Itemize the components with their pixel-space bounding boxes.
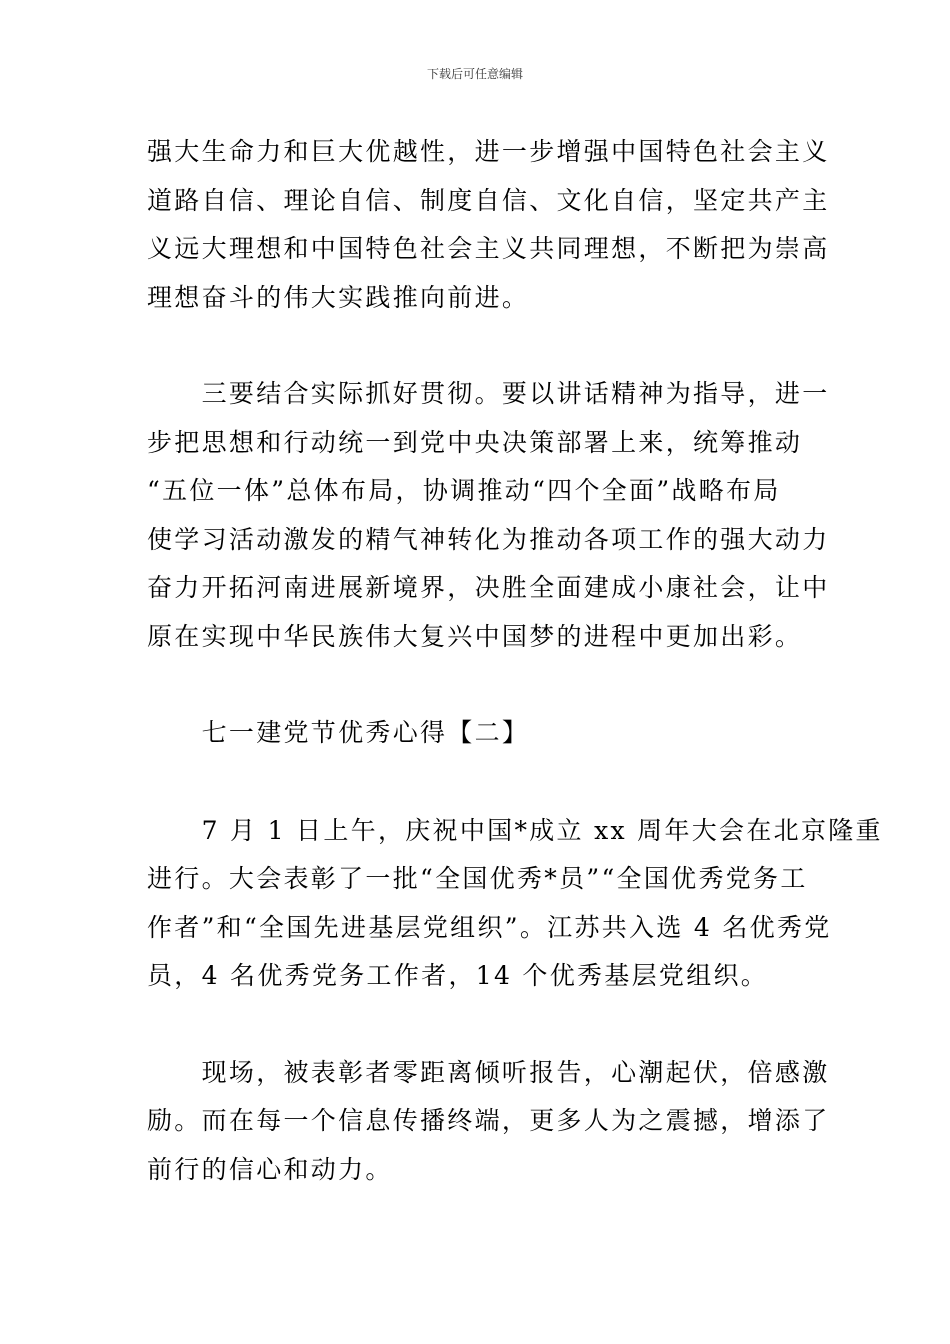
- text-line: 强大生命力和巨大优越性，进一步增强中国特色社会主义: [147, 137, 830, 166]
- section-heading: [147, 709, 827, 758]
- text-line: “五位一体”总体布局，协调推动“四个全面”战略布局: [147, 476, 781, 505]
- text-line: 理想奋斗的伟大实践推向前进。: [147, 282, 530, 312]
- text-line: 三要结合实际抓好贯彻。要以讲话精神为指导，进一: [147, 379, 830, 408]
- text-line: 现场，被表彰者零距离倾听报告，心潮起伏，倍感激: [147, 1057, 830, 1087]
- section-heading-text: 七一建党节优秀心得【二】: [147, 718, 530, 747]
- paragraph-ceremony: [147, 807, 883, 1001]
- text-line: 道路自信、理论自信、制度自信、文化自信，坚定共产主: [147, 185, 830, 215]
- paragraph-conclusion: [147, 128, 830, 322]
- text-line: 义远大理想和中国特色社会主义共同理想，不断把为崇高: [147, 234, 830, 263]
- text-line: 进行。大会表彰了一批“全国优秀*员”“全国优秀党务工: [147, 864, 808, 893]
- text-line: 励。而在每一个信息传播终端，更多人为之震撼，增添了: [147, 1106, 830, 1135]
- text-line: 原在实现中华民族伟大复兴中国梦的进程中更加出彩。: [147, 621, 803, 651]
- text-line: 7 月 1 日上午，庆祝中国*成立 xx 周年大会在北京隆重: [147, 815, 883, 845]
- document-body: [147, 128, 883, 1242]
- text-line: 前行的信心和动力。: [147, 1154, 393, 1184]
- text-line: 使学习活动激发的精气神转化为推动各项工作的强大动力: [147, 524, 830, 554]
- paragraph-scene: [147, 1049, 830, 1195]
- text-line: 奋力开拓河南进展新境界，决胜全面建成小康社会，让中: [147, 573, 830, 602]
- paragraph-point-three: [147, 370, 830, 661]
- page-header-note: 下载后可任意编辑: [426, 67, 523, 81]
- text-line: 作者”和“全国先进基层党组织”。江苏共入选 4 名优秀党: [147, 912, 832, 942]
- text-line: 步把思想和行动统一到党中央决策部署上来，统筹推动: [147, 427, 803, 457]
- text-line: 员，4 名优秀党务工作者，14 个优秀基层党组织。: [147, 961, 769, 990]
